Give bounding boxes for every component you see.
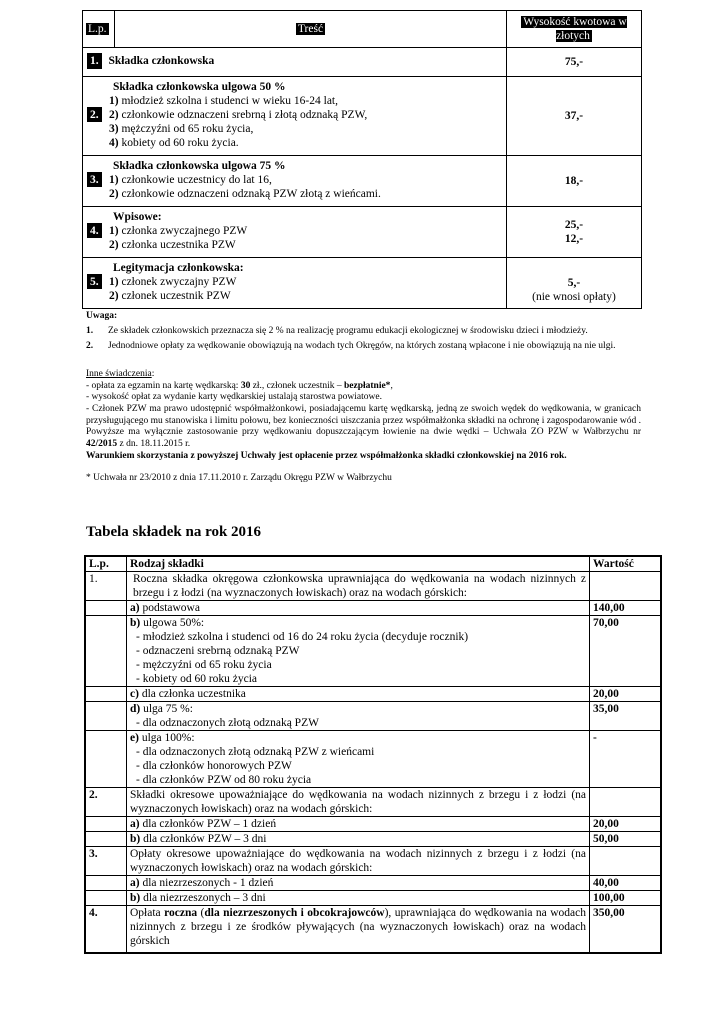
table-row	[85, 832, 661, 847]
exam-fee-line: - opłata za egzamin na kartę wędkarską: 30 zł., członek uczestnik – bezpłatnie*,	[86, 380, 393, 391]
row-number: 3.	[85, 847, 127, 876]
table-row	[85, 876, 661, 891]
row-amount: 37,-	[507, 77, 642, 156]
footnote: * Uchwała nr 23/2010 z dnia 17.11.2010 r. Zarządu Okręgu PZW w Wałbrzychu	[86, 473, 392, 484]
table-row	[83, 77, 642, 156]
row-number: 5.	[87, 274, 102, 289]
table-row	[85, 847, 661, 876]
table-row	[83, 48, 642, 77]
row-value: 40,00	[590, 876, 662, 891]
row-text: a) podstawowa	[127, 601, 590, 616]
card-fee-line: - wysokość opłat za wydanie karty wędkarskiej ustalają starostwa powiatowe.	[86, 392, 382, 403]
uwaga-label: Uwaga:	[86, 311, 118, 321]
row-amount: 18,-	[507, 156, 642, 207]
list-item: 2) członek uczestnik PZW	[109, 290, 231, 303]
table-row	[85, 687, 661, 702]
table-row	[85, 731, 661, 788]
header-lp: L.p.	[85, 556, 127, 572]
row-title: Składka członkowska ulgowa 50 %	[113, 81, 286, 93]
row-amount: 25,- 12,-	[507, 207, 642, 258]
notes-list	[86, 326, 641, 353]
row-number: 2.	[85, 788, 127, 817]
row-text: b) dla niezrzeszonych – 3 dni	[127, 891, 590, 906]
row-text: b) dla członków PZW – 3 dni	[127, 832, 590, 847]
row-number: 2.	[87, 107, 102, 122]
inne-heading: Inne świadczenia:	[86, 369, 155, 380]
header-wysokosc: Wysokość kwotowa w złotych	[507, 11, 642, 48]
row-number: 1.	[85, 572, 127, 601]
row-title: Legitymacja członkowska:	[113, 262, 244, 275]
row-title: Wpisowe:	[113, 211, 162, 224]
list-item: 2) członkowie odznaczeni srebrną i złotą odznaką PZW,	[109, 109, 368, 122]
list-item: 2. Jednodniowe opłaty za wędkowanie obowiązują na wodach tych Okręgów, na których zostaną wpłacone i nie obowiązują na nie ulgi.	[86, 341, 616, 352]
table-row	[85, 601, 661, 616]
row-value: 140,00	[590, 601, 662, 616]
notes-section	[86, 311, 641, 485]
list-item: 1. Ze składek członkowskich przeznacza się 2 % na realizację programu edukacji ekologicznej w środowisku dzieci i młodzieży.	[86, 325, 588, 336]
table-row	[85, 572, 661, 601]
row-title: Składka członkowska ulgowa 75 %	[113, 160, 286, 173]
row-value: 35,00	[590, 702, 662, 731]
header-tresc: Treść	[115, 11, 507, 48]
row-value: 100,00	[590, 891, 662, 906]
table-row	[85, 788, 661, 817]
row-value: 20,00	[590, 687, 662, 702]
header-lp: L.p.	[83, 11, 115, 48]
table-2-title: Tabela składek na rok 2016	[86, 524, 262, 540]
fee-table-2016	[84, 555, 662, 954]
list-item: 4) kobiety od 60 roku życia.	[109, 137, 239, 150]
row-text: a) dla niezrzeszonych - 1 dzień	[127, 876, 590, 891]
row-4-content	[83, 207, 507, 258]
row-text: c) dla członka uczestnika	[127, 687, 590, 702]
row-text: Opłaty okresowe upoważniające do wędkowania na wodach nizinnych z brzegu i z łodzi (na wyznaczonych łowiskach) oraz na wodach górskich:	[127, 847, 590, 876]
row-text: a) dla członków PZW – 1 dzień	[127, 817, 590, 832]
row-text: d) ulga 75 %: - dla odznaczonych złotą odznaką PZW	[127, 702, 590, 731]
table-row	[85, 906, 661, 954]
row-3-content	[83, 156, 507, 207]
list-item: 1) członkowie uczestnicy do lat 16,	[109, 174, 272, 187]
row-2-content	[83, 77, 507, 156]
row-1-content	[83, 48, 507, 77]
row-value: 20,00	[590, 817, 662, 832]
table-header-row	[85, 556, 661, 572]
row-value: 50,00	[590, 832, 662, 847]
row-title: Składka członkowska	[108, 55, 215, 68]
table-row	[83, 156, 642, 207]
row-5-content	[83, 258, 507, 309]
list-item: 2) członkowie odznaczeni odznaką PZW złotą z wieńcami.	[109, 188, 381, 201]
row-number: 4.	[87, 223, 102, 238]
list-item: 3) mężczyźni od 65 roku życia,	[109, 123, 254, 136]
row-text: Roczna składka okręgowa członkowska uprawniająca do wędkowania na wodach nizinnych z brzegu i z łodzi (na wyznaczonych łowiskach) oraz na wodach górskich:	[127, 572, 590, 601]
table-row	[83, 207, 642, 258]
header-rodzaj: Rodzaj składki	[127, 556, 590, 572]
row-text: b) ulgowa 50%: - młodzież szkolna i studenci od 16 do 24 roku życia (decyduje rocznik) - odznaczeni srebrną odznaką PZW - mężczyźni od 65 roku życia - kobiety od 60 roku życia	[127, 616, 590, 687]
table-row	[85, 616, 661, 687]
table-row	[85, 702, 661, 731]
list-item: 1) młodzież szkolna i studenci w wieku 16-24 lat,	[109, 95, 338, 108]
row-text: Opłata roczna (dla niezrzeszonych i obcokrajowców), uprawniająca do wędkowania na wodach nizinnych z brzegu i ze środków pływających (na wyznaczonych łowiskach) oraz na wodach górskich	[127, 906, 590, 954]
header-wartosc: Wartość	[590, 556, 662, 572]
fee-table-1	[82, 10, 642, 309]
row-text: Składki okresowe upoważniające do wędkowania na wodach nizinnych z brzegu i z łodzi (na wyznaczonych łowiskach) oraz na wodach górskich:	[127, 788, 590, 817]
row-text: e) ulga 100%: - dla odznaczonych złotą odznaką PZW z wieńcami - dla członków honorowych PZW - dla członków PZW od 80 roku życia	[127, 731, 590, 788]
row-value: 350,00	[590, 906, 662, 954]
list-item: 1) członka zwyczajnego PZW	[109, 225, 248, 238]
row-amount: 75,-	[507, 48, 642, 77]
table-row	[85, 817, 661, 832]
condition-paragraph: Warunkiem skorzystania z powyższej Uchwały jest opłacenie przez współmałżonka składki członkowskiej na 2016 rok.	[86, 450, 567, 461]
table-header-row	[83, 11, 642, 48]
row-number: 4.	[85, 906, 127, 954]
row-value: 70,00	[590, 616, 662, 687]
row-value: -	[590, 731, 662, 788]
list-item: 2) członka uczestnika PZW	[109, 239, 236, 252]
table-row	[83, 258, 642, 309]
spouse-paragraph: - Członek PZW ma prawo udostępnić współmałżonkowi, posiadającemu kartę wędkarską, jedną ze swoich wędek do wędkowania, w granicach przysługującego mu stanowiska i limitu połowu, bez konieczności uiszczania przez współmałżonka składki na ochronę i zagospodarowanie wód . Powyższe ma wyłącznie zastosowanie przy wędkowaniu dopuszczającym łowienie na dwie wędki – Uchwała ZO PZW w Wałbrzychu nr 42/2015 z dn. 18.11.2015 r.	[86, 404, 641, 450]
row-number: 3.	[87, 172, 102, 187]
list-item: 1) członek zwyczajny PZW	[109, 276, 237, 289]
row-amount: 5,- (nie wnosi opłaty)	[507, 258, 642, 309]
row-number: 1.	[87, 53, 102, 68]
table-row	[85, 891, 661, 906]
